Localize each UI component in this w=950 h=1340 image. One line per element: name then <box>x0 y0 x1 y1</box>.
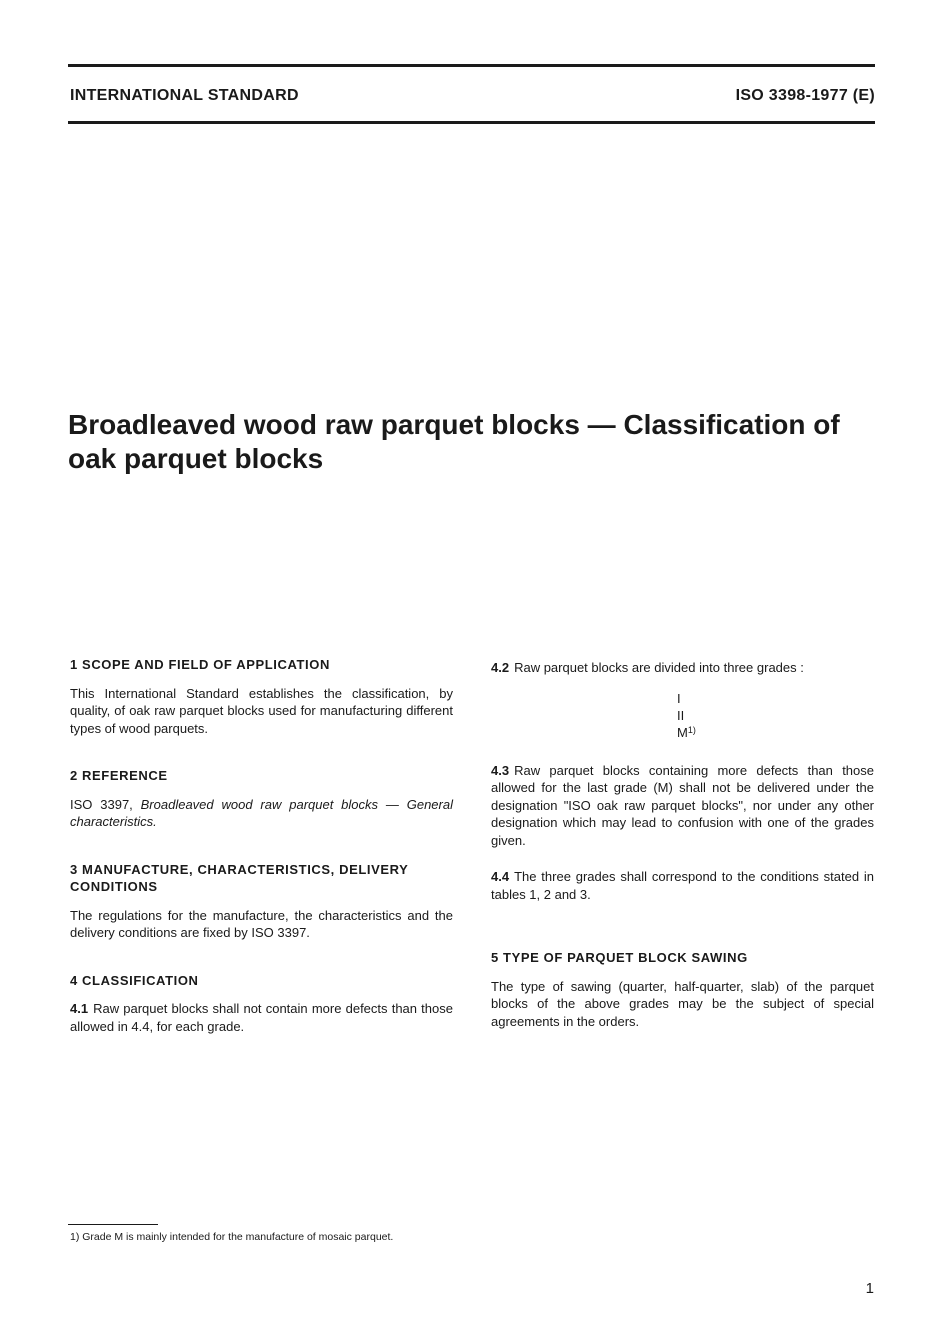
clause-number: 4.4 <box>491 869 510 884</box>
footnote-separator <box>68 1224 158 1225</box>
section-heading: 5 TYPE OF PARQUET BLOCK SAWING <box>491 950 748 965</box>
section-text: The regulations for the manufacture, the characteristics and the delivery conditions are fixed by ISO 3397. <box>70 907 453 940</box>
clause-text: Raw parquet blocks shall not contain more defects than those allowed in 4.4, for each grade. <box>70 1001 453 1034</box>
clause-text: The three grades shall correspond to the conditions stated in tables 1, 2 and 3. <box>491 869 874 902</box>
header-top-rule <box>68 64 875 67</box>
grade-item: II <box>677 707 685 723</box>
right-column <box>491 659 874 1030</box>
section-scope <box>70 656 453 737</box>
document-type: INTERNATIONAL STANDARD <box>70 87 299 104</box>
section-heading: 1 SCOPE AND FIELD OF APPLICATION <box>70 657 330 672</box>
section-text: The type of sawing (quarter, half-quarter, slab) of the parquet blocks of the above grades may be the subject of special agreements in the orders. <box>491 978 874 1029</box>
section-heading: 3 MANUFACTURE, CHARACTERISTICS, DELIVERY CONDITIONS <box>70 861 409 894</box>
section-heading: 2 REFERENCE <box>70 768 168 783</box>
left-column <box>70 656 453 1035</box>
clause-4-2 <box>491 659 874 677</box>
footnote: 1) Grade M is mainly intended for the manufacture of mosaic parquet. <box>70 1231 394 1243</box>
page-number: 1 <box>865 1280 874 1297</box>
document-title: Broadleaved wood raw parquet blocks — Classification of oak parquet blocks <box>68 409 840 474</box>
reference-number: ISO 3397, <box>70 796 141 812</box>
clause-number: 4.3 <box>491 762 510 778</box>
clause-4-3 <box>491 762 874 850</box>
section-classification <box>70 972 453 1036</box>
clause-text: Raw parquet blocks are divided into three grades : <box>514 660 804 675</box>
clause-number: 4.2 <box>491 660 510 675</box>
header-bottom-rule <box>68 121 875 124</box>
reference-title: Broadleaved wood raw parquet blocks — General characteristics. <box>70 796 453 829</box>
section-heading: 4 CLASSIFICATION <box>70 972 199 988</box>
clause-4-1 <box>70 1000 453 1035</box>
section-manufacture <box>70 861 453 942</box>
clause-4-4 <box>491 868 874 903</box>
section-sawing <box>491 949 874 1030</box>
clause-text: Raw parquet blocks containing more defects than those allowed for the last grade (M) shall not be delivered under the designation "ISO oak raw parquet blocks", nor under any other designation which may lead to confusion with one of the grades given. <box>491 762 874 848</box>
grade-list <box>491 690 874 741</box>
grade-item <box>677 724 874 741</box>
section-text <box>70 796 453 831</box>
grade-label: M <box>677 724 688 740</box>
footnote-marker: 1) <box>687 724 696 735</box>
grade-item: I <box>677 690 681 706</box>
section-text: This International Standard establishes the classification, by quality, of oak raw parquet blocks used for manufacturing different types of wood parquets. <box>70 685 453 736</box>
standard-number: ISO 3398-1977 (E) <box>735 87 875 104</box>
section-reference <box>70 767 453 831</box>
clause-number: 4.1 <box>70 1001 89 1016</box>
